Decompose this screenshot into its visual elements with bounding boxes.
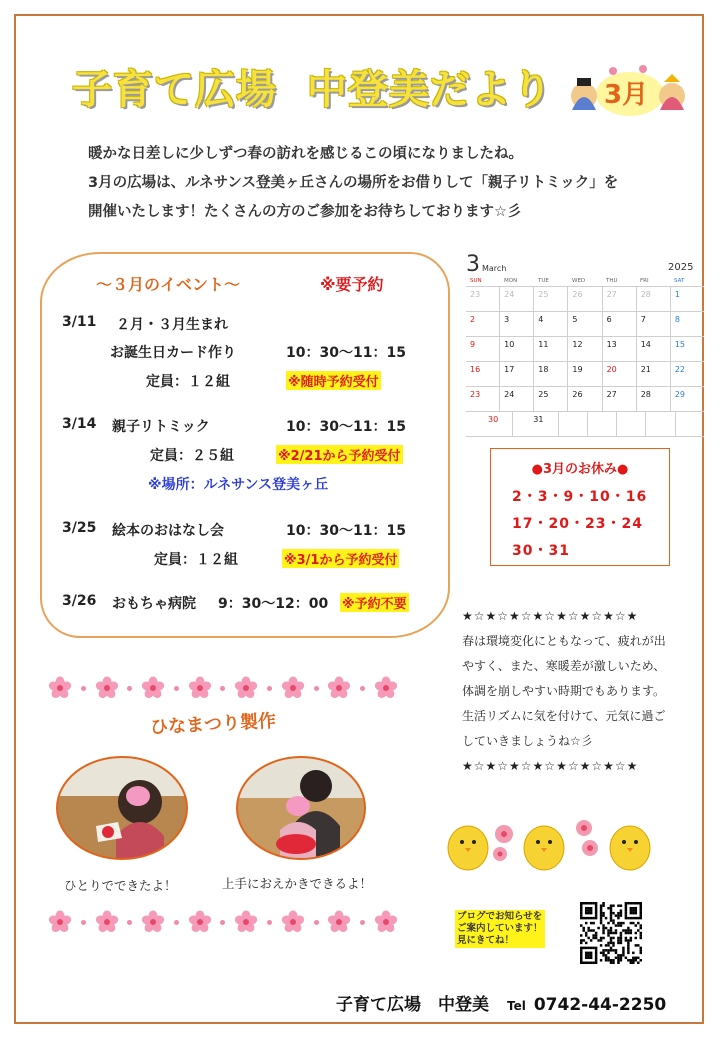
calendar-week-row	[466, 411, 704, 437]
divider-dot	[360, 920, 365, 925]
holidays-title: ●3月のお休み●	[531, 462, 629, 477]
calendar-day: 27	[602, 287, 636, 311]
calendar-day: 24	[499, 387, 533, 411]
calendar-day: 4	[533, 312, 567, 336]
event1-capacity: 定員：１２組	[146, 374, 230, 390]
divider-dot	[360, 686, 365, 691]
sakura-flower-icon	[234, 910, 258, 934]
hina-photo-2	[236, 756, 366, 860]
weekday-fri: FRI	[640, 278, 649, 284]
calendar-week-row	[466, 311, 704, 336]
calendar-day: 10	[499, 337, 533, 361]
calendar-day: 14	[636, 337, 670, 361]
calendar-day: 7	[636, 312, 670, 336]
sakura-flower-icon	[48, 676, 72, 700]
sakura-flower-icon	[281, 910, 305, 934]
title-part1: 子育て広場	[72, 67, 277, 113]
divider-dot	[267, 920, 272, 925]
event4-date: 3/26	[62, 593, 97, 609]
blog-line-3: 見にきてね！	[457, 935, 515, 946]
sakura-flower-icon	[188, 676, 212, 700]
page-title	[72, 58, 553, 115]
calendar-day: 21	[636, 362, 670, 386]
sakura-flower-icon	[327, 910, 351, 934]
calendar-day: 12	[567, 337, 601, 361]
calendar-weekdays	[466, 278, 704, 284]
events-reservation: ※要予約	[320, 275, 384, 294]
hina-section-title: ひなまつり製作	[149, 710, 277, 739]
note-line-4: 生活リズムに気を付けて、元気に過ご	[462, 709, 666, 723]
footer-name: 子育て広場 中登美	[336, 995, 489, 1015]
event2-time: 10：30～11：15	[286, 419, 406, 435]
weekday-sun: SUN	[470, 278, 482, 284]
hina-caption-1: ひとりでできたよ！	[64, 878, 177, 893]
divider-dot	[81, 920, 86, 925]
sakura-flower-icon	[374, 676, 398, 700]
sakura-flower-icon	[327, 676, 351, 700]
divider-dot	[174, 686, 179, 691]
chicks-illustration	[440, 816, 670, 876]
calendar-day: 26	[567, 287, 601, 311]
calendar-day	[587, 412, 616, 436]
calendar-day: 23	[470, 290, 481, 299]
event3-name: 絵本のおはなし会	[112, 523, 224, 539]
note-line-5: していきましょうね☆彡	[462, 734, 593, 748]
event1-note: ※随時予約受付	[286, 371, 381, 390]
footer-tel: 0742-44-2250	[533, 995, 667, 1015]
note-line-3: 体調を崩しやすい時期でもあります。	[462, 684, 666, 698]
calendar-day: 9	[470, 340, 476, 349]
calendar-day: 2	[470, 315, 476, 324]
calendar-day	[616, 412, 645, 436]
calendar-day: 20	[602, 362, 636, 386]
calendar-day	[675, 412, 704, 436]
divider-dot	[174, 920, 179, 925]
sakura-flower-icon	[141, 910, 165, 934]
event3-capacity: 定員：１２組	[154, 552, 238, 568]
blog-line-1: ブログでお知らせを	[457, 911, 543, 922]
hina-photo-1	[56, 756, 188, 860]
weekday-mon: MON	[504, 278, 518, 284]
calendar-month-name: March	[482, 264, 507, 273]
calendar-day: 30	[488, 415, 499, 424]
holidays-line-1: 2・3・9・10・16	[512, 489, 648, 505]
event3-date: 3/25	[62, 520, 97, 536]
calendar-week-row	[466, 336, 704, 361]
holidays-line-2: 17・20・23・24	[512, 516, 643, 532]
event4-time: 9：30～12：00	[218, 596, 329, 612]
intro-line-3: 開催いたします！たくさんの方のご参加をお待ちしております☆彡	[88, 204, 522, 220]
event2-name: 親子リトミック	[112, 419, 210, 435]
calendar-day: 23	[470, 390, 481, 399]
footer-tel-label: Tel	[507, 999, 526, 1013]
calendar-month-number: 3	[466, 252, 480, 277]
weekday-sat: SAT	[674, 278, 685, 284]
sakura-flower-icon	[95, 910, 119, 934]
calendar-day: 5	[567, 312, 601, 336]
calendar-week-row	[466, 386, 704, 411]
event1-date: 3/11	[62, 314, 97, 330]
event1-name1: ２月・３月生まれ	[116, 317, 228, 333]
intro-line-2: 3月の広場は、ルネサンス登美ヶ丘さんの場所をお借りして「親子リトミック」を	[88, 175, 619, 191]
event1-time: 10：30～11：15	[286, 345, 406, 361]
sakura-flower-icon	[188, 910, 212, 934]
event3-note: ※3/1から予約受付	[282, 549, 399, 568]
calendar-day: 1	[670, 287, 704, 311]
event2-note: ※2/21から予約受付	[276, 445, 403, 464]
event3-time: 10：30～11：15	[286, 523, 406, 539]
calendar-day: 19	[567, 362, 601, 386]
event2-capacity: 定員：２５組	[150, 448, 234, 464]
sakura-flower-icon	[48, 910, 72, 934]
calendar-grid	[466, 286, 704, 437]
blog-note	[455, 910, 545, 948]
divider-dot	[314, 686, 319, 691]
sakura-flower-icon	[281, 676, 305, 700]
note-stars-bottom: ★☆★☆★☆★☆★☆★☆★☆★	[462, 759, 639, 773]
calendar-day	[558, 412, 587, 436]
sakura-flower-icon	[95, 676, 119, 700]
intro-text	[88, 140, 618, 227]
calendar-day: 6	[602, 312, 636, 336]
event4-name: おもちゃ病院	[112, 596, 196, 612]
sakura-flower-icon	[234, 676, 258, 700]
calendar-day: 17	[499, 362, 533, 386]
calendar-day: 26	[567, 387, 601, 411]
calendar-day: 24	[499, 287, 533, 311]
calendar-day: 16	[470, 365, 481, 374]
sakura-flower-icon	[141, 676, 165, 700]
divider-dot	[220, 686, 225, 691]
calendar-day: 11	[533, 337, 567, 361]
divider-dot	[220, 920, 225, 925]
month-badge-text: 3月	[604, 80, 649, 110]
event2-date: 3/14	[62, 416, 97, 432]
qr-code-icon[interactable]	[580, 902, 642, 964]
calendar-day: 13	[602, 337, 636, 361]
note-line-1: 春は環境変化にともなって、疲れが出	[462, 634, 666, 648]
calendar-day: 28	[636, 387, 670, 411]
sakura-flower-icon	[374, 910, 398, 934]
weekday-thu: THU	[606, 278, 618, 284]
divider-dot	[81, 686, 86, 691]
calendar-week-row	[466, 286, 704, 311]
calendar-day: 29	[670, 387, 704, 411]
weekday-wed: WED	[572, 278, 586, 284]
footer	[336, 990, 666, 1015]
weekday-tue: TUE	[538, 278, 549, 284]
health-note	[462, 604, 694, 779]
calendar-day: 27	[602, 387, 636, 411]
intro-line-1: 暖かな日差しに少しずつ春の訪れを感じるこの頃になりましたね。	[88, 146, 523, 162]
calendar-day	[645, 412, 674, 436]
calendar-day: 18	[533, 362, 567, 386]
calendar-day: 31	[512, 412, 557, 436]
title-part2: 中登美だより	[307, 67, 553, 113]
calendar-day: 8	[670, 312, 704, 336]
divider-dot	[267, 686, 272, 691]
calendar-day: 25	[533, 387, 567, 411]
calendar-day: 22	[670, 362, 704, 386]
event2-place: ※場所：ルネサンス登美ヶ丘	[148, 477, 329, 493]
calendar-day: 25	[533, 287, 567, 311]
flower-divider-bottom	[48, 910, 398, 934]
note-stars-top: ★☆★☆★☆★☆★☆★☆★☆★	[462, 609, 639, 623]
divider-dot	[314, 920, 319, 925]
calendar-week-row	[466, 361, 704, 386]
events-heading: ～３月のイベント～	[96, 275, 241, 294]
hina-caption-2: 上手におえかきできるよ！	[222, 876, 373, 891]
calendar-year: 2025	[668, 262, 694, 273]
event4-note: ※予約不要	[340, 593, 409, 612]
event1-name2: お誕生日カード作り	[110, 345, 236, 361]
calendar-day: 3	[499, 312, 533, 336]
divider-dot	[127, 920, 132, 925]
calendar-day: 15	[670, 337, 704, 361]
holidays-line-3: 30・31	[512, 543, 570, 559]
flower-divider-top	[48, 676, 398, 700]
note-line-2: やすく、また、寒暖差が激しいため、	[462, 659, 666, 673]
calendar-day: 28	[636, 287, 670, 311]
blog-line-2: ご案内しています！	[457, 923, 543, 934]
divider-dot	[127, 686, 132, 691]
